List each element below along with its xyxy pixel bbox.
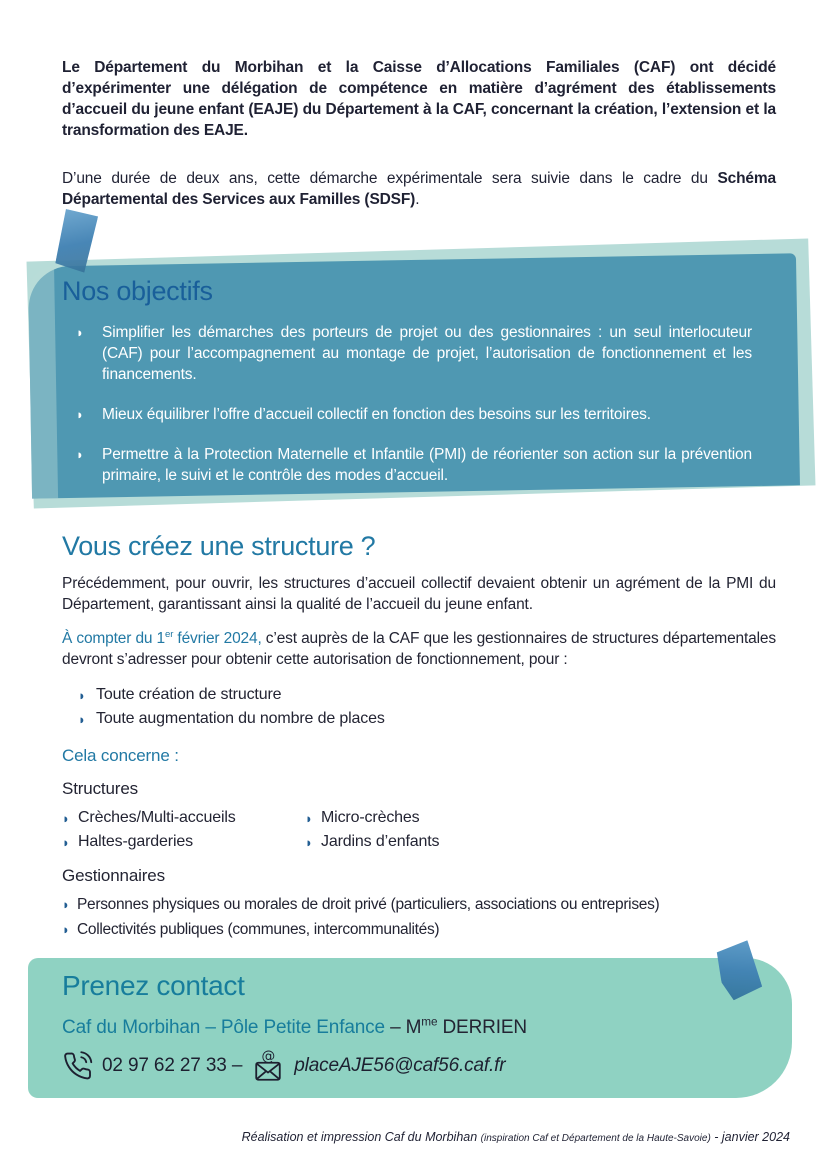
mail-icon bbox=[251, 1049, 285, 1083]
structures-columns bbox=[62, 806, 776, 854]
list-item: ◗ Micro-crèches bbox=[305, 809, 420, 826]
create-structure-section bbox=[62, 531, 776, 942]
list-item: ◗ Haltes-garderies bbox=[62, 833, 193, 850]
objectives-title: Nos objectifs bbox=[62, 276, 213, 306]
new-rule-paragraph: À compter du 1er février 2024, c’est auprès de la CAF que les gestionnaires de structures départementales devront s’adresser pour obtenir cette autorisation de fonctionnement, pour : bbox=[62, 628, 776, 668]
email-address[interactable]: placeAJE56@caf56.caf.fr bbox=[294, 1055, 506, 1076]
contact-title: Prenez contact bbox=[62, 970, 245, 1001]
gestionnaires-list bbox=[62, 892, 776, 942]
list-item: ◗ Jardins d’enfants bbox=[305, 833, 440, 850]
intro-paragraph: Le Département du Morbihan et la Caisse d’Allocations Familiales (CAF) ont décidé d’expérimenter une délégation de compétence en matière d’agrément des établissements d’accueil du jeune enfant (EAJE) du Département à la CAF, concernant la création, l’extension et la transformation des EAJE. bbox=[62, 59, 776, 139]
phone-icon bbox=[62, 1051, 93, 1081]
list-item: ◗ Toute création de structure bbox=[78, 686, 282, 703]
objective-item: ◗ Permettre à la Protection Maternelle et Infantile (PMI) de réorienter son action sur la prévention primaire, le suivi et le contrôle des modes d’accueil. bbox=[76, 446, 752, 484]
ordinal-superscript: er bbox=[165, 628, 174, 640]
contact-person-name: – $M^{me}$ DERRIEN bbox=[384, 1015, 527, 1038]
bullet-icon: ◗ bbox=[76, 407, 84, 422]
structures-column-1 bbox=[62, 806, 305, 854]
phone-email-line bbox=[62, 1049, 752, 1083]
objective-item: ◗ Simplifier les démarches des porteurs de projet ou des gestionnaires : un seul interlocuteur (CAF) pour l’accompagnement au montage de projet, l’autorisation de fonctionnement et les financements. bbox=[76, 324, 752, 383]
concern-label: Cela concerne : bbox=[62, 746, 179, 765]
objectives-list bbox=[62, 322, 754, 486]
previous-rule-paragraph: Précédemment, pour ouvrir, les structures d’accueil collectif devaient obtenir un agrément de la PMI du Département, garantissant ainsi la qualité de l’accueil du jeune enfant. bbox=[62, 575, 776, 613]
duration-text: D’une durée de deux ans, cette démarche expérimentale sera suivie dans le cadre du bbox=[62, 170, 718, 187]
list-item: ◗ Crèches/Multi-accueils bbox=[62, 809, 236, 826]
bullet-icon: ◗ bbox=[78, 712, 86, 727]
section-title: Vous créez une structure ? bbox=[62, 531, 376, 561]
contact-person-line bbox=[62, 1015, 752, 1041]
footer-small-text: (inspiration Caf et Département de la Haute-Savoie) bbox=[480, 1133, 711, 1144]
bullet-icon: ◗ bbox=[305, 811, 313, 826]
bullet-icon: ◗ bbox=[62, 897, 70, 912]
bullet-icon: ◗ bbox=[76, 447, 84, 462]
list-item: ◗ Personnes physiques ou morales de droit privé (particuliers, associations ou entreprises) bbox=[62, 896, 660, 913]
list-item: ◗ Collectivités publiques (communes, intercommunalités) bbox=[62, 921, 440, 938]
objectives-content bbox=[30, 260, 798, 505]
gestionnaires-label: Gestionnaires bbox=[62, 866, 165, 885]
structures-column-2 bbox=[305, 806, 439, 854]
list-item: ◗ Toute augmentation du nombre de places bbox=[78, 710, 385, 727]
bullet-icon: ◗ bbox=[78, 688, 86, 703]
duration-paragraph: D’une durée de deux ans, cette démarche expérimentale sera suivie dans le cadre du Schéma Départemental des Services aux Familles (SDSF). bbox=[62, 170, 776, 208]
bullet-icon: ◗ bbox=[62, 922, 70, 937]
footer-credit: Réalisation et impression Caf du Morbihan (inspiration Caf et Département de la Haute-Savoie) - janvier 2024 bbox=[241, 1130, 790, 1144]
phone-number: 02 97 62 27 33 – bbox=[102, 1055, 243, 1076]
svg-text:@: @ bbox=[261, 1049, 276, 1065]
bullet-icon: ◗ bbox=[62, 835, 70, 850]
objectives-section bbox=[0, 205, 827, 517]
bullet-icon: ◗ bbox=[305, 835, 313, 850]
date-highlight: À compter du 1er février 2024, bbox=[62, 628, 262, 647]
objective-item: ◗ Mieux équilibrer l’offre d’accueil collectif en fonction des besoins sur les territoires. bbox=[76, 406, 651, 423]
bullet-icon: ◗ bbox=[76, 325, 84, 340]
sdsf-bold-text: Schéma Départemental des Services aux Familles (SDSF) bbox=[62, 170, 776, 208]
bullet-icon: ◗ bbox=[62, 811, 70, 826]
authorization-list bbox=[62, 683, 776, 731]
organization-name: Caf du Morbihan – Pôle Petite Enfance bbox=[62, 1017, 385, 1038]
structures-label: Structures bbox=[62, 779, 138, 798]
contact-content bbox=[28, 958, 792, 1083]
contact-section bbox=[0, 940, 827, 1110]
